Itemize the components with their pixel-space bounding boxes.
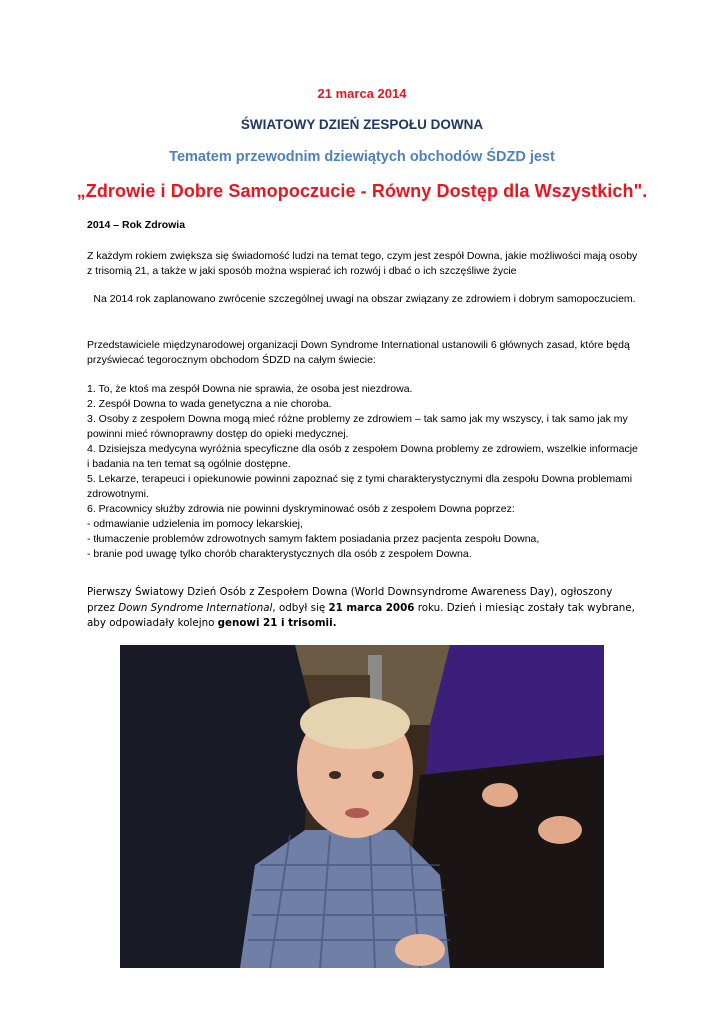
rule-subitem: - odmawianie udzielenia im pomocy lekarskiej, [87,518,303,530]
organization-name: Down Syndrome International [118,601,273,614]
child-photo [120,645,604,968]
child-eye-left [329,771,341,779]
rule-item: 4. Dzisiejsza medycyna wyróżnia specyficzne dla osób z zespołem Downa problemy ze zdrowiem, wszelkie informacje i badania na ten temat są ogólnie dostępne. [87,443,638,470]
genes-emphasis: genowi 21 i trisomii. [217,617,337,629]
child-hand [395,934,445,966]
rule-item: 6. Pracownicy służby zdrowia nie powinni dyskryminować osób z zespołem Downa poprzez: [87,503,515,515]
focus-paragraph: Na 2014 rok zaplanowano zwrócenie szczególnej uwagi na obszar związany ze zdrowiem i dobrym samopoczuciem. [93,293,636,305]
child-mouth [345,808,369,818]
child-eye-right [372,771,384,779]
representatives-paragraph: Przedstawiciele międzynarodowej organizacji Down Syndrome International ustanowili 6 głównych zasad, które będą przyświecać tegorocznym obchodom ŚDZD na całym świecie: [87,339,630,366]
theme-motto: „Zdrowie i Dobre Samopoczucie - Równy Dostęp dla Wszystkich". [76,181,648,201]
intro-paragraph: Z każdym rokiem zwiększa się świadomość ludzi na temat tego, czym jest zespół Downa, jakie możliwości mają osoby z trisomią 21, a także w jaki sposób można wspierać ich rozwój i dbać o ich szczęśliwe życie [87,250,638,277]
rule-subitem: - tłumaczenie problemów zdrowotnych samym faktem posiadania przez pacjenta zespołu Downa, [87,533,540,545]
history-paragraph [87,585,642,632]
document-date: 21 marca 2014 [317,86,407,101]
history-text: roku. Dzień i miesiąc zostały tak wybrane, aby odpowiadały kolejno [87,601,635,629]
rule-item: 3. Osoby z zespołem Downa mogą mieć różne problemy ze zdrowiem – tak samo jak my wszyscy, i tak samo jak my powinni mieć równoprawny dostęp do opieki medycznej. [87,413,628,440]
child-hair [300,697,410,749]
first-day-date: 21 marca 2006 [328,601,415,614]
hand-left [482,783,518,807]
rule-subitem: - branie pod uwagę tylko chorób charakterystycznych dla osób z zespołem Downa. [87,548,472,560]
hand-right [538,816,582,844]
document-subtitle: Tematem przewodnim dziewiątych obchodów ŚDZD jest [169,149,555,165]
rules-list [87,382,642,562]
section-title: 2014 – Rok Zdrowia [87,219,186,231]
rule-item: 5. Lekarze, terapeuci i opiekunowie powinni zapoznać się z tymi charakterystycznymi dla zespołu Downa problemami zdrowotnymi. [87,473,633,500]
rule-item: 2. Zespół Downa to wada genetyczna a nie choroba. [87,398,332,410]
document-title: ŚWIATOWY DZIEŃ ZESPOŁU DOWNA [240,117,484,132]
history-text: , odbył się [272,601,329,614]
history-text: Pierwszy Światowy Dzień Osób z Zespołem Downa (World Downsyndrome Awareness Day), ogłoszony przez [87,586,613,614]
rule-item: 1. To, że ktoś ma zespół Downa nie sprawia, że osoba jest niezdrowa. [87,383,413,395]
